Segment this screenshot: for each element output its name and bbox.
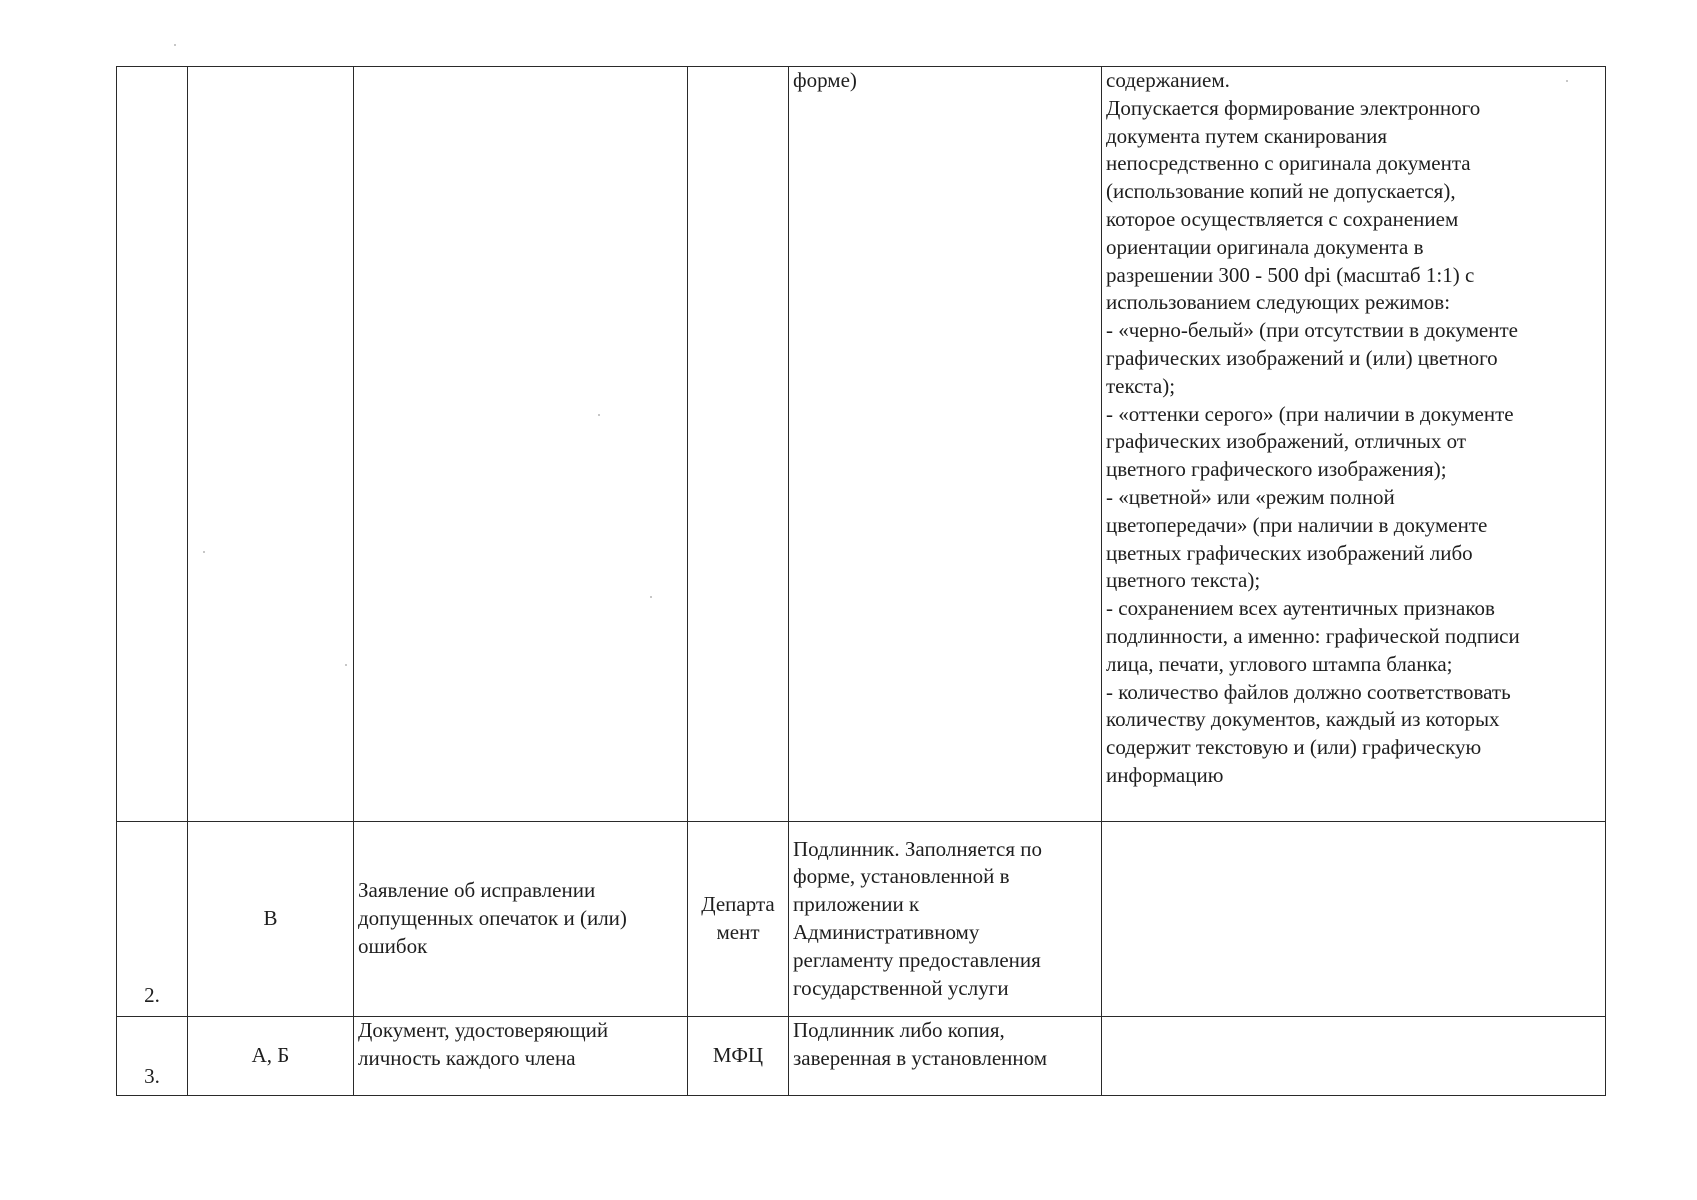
text-line: графических изображений и (или) цветного — [1106, 345, 1498, 370]
department-cell — [688, 67, 789, 822]
text-line: регламенту предоставления — [793, 947, 1041, 972]
table-row — [117, 1017, 1606, 1096]
text-line: непосредственно с оригинала документа — [1106, 151, 1471, 176]
document-name-cell — [354, 67, 688, 822]
text-line: Документ, удостоверяющий — [358, 1018, 609, 1042]
applicant-category-cell: А, Б — [188, 1017, 354, 1096]
text-line: форме, установленной в — [793, 864, 1010, 889]
text-line: - количество файлов должно соответствовать — [1106, 679, 1511, 704]
text-line: Департа — [701, 892, 775, 917]
requirements-cell — [1102, 67, 1606, 822]
text-line: - «оттенки серого» (при наличии в документе — [1106, 401, 1514, 426]
text-line: государственной услуги — [793, 975, 1009, 1000]
text-line: лица, печати, углового штампа бланка; — [1106, 651, 1453, 676]
text-line: использованием следующих режимов: — [1106, 290, 1451, 315]
text-line: текста); — [1106, 373, 1176, 398]
text-line: форме) — [793, 68, 857, 92]
table-row — [117, 822, 1606, 1017]
text-line: Подлинник либо копия, — [793, 1018, 1005, 1042]
document-name-cell — [354, 822, 688, 1017]
row-number-cell — [117, 67, 188, 822]
document-name-cell — [354, 1017, 688, 1096]
text-line: цветопередачи» (при наличии в документе — [1106, 512, 1488, 537]
text-line: информацию — [1106, 762, 1224, 787]
text-line: заверенная в установленном — [793, 1045, 1048, 1070]
text-line: цветного текста); — [1106, 568, 1261, 593]
text-line: Заявление об исправлении — [358, 878, 596, 903]
text-line: - сохранением всех аутентичных признаков — [1106, 596, 1495, 621]
text-line: (использование копий не допускается), — [1106, 179, 1456, 204]
applicant-category-cell: В — [188, 822, 354, 1017]
requirements-cell — [1102, 822, 1606, 1017]
documents-table — [116, 66, 1606, 1096]
department-cell — [688, 1017, 789, 1096]
table-row — [117, 67, 1606, 822]
document-form-cell — [789, 822, 1102, 1017]
requirements-cell — [1102, 1017, 1606, 1096]
text-line: личность каждого члена — [358, 1045, 576, 1070]
document-form-cell — [789, 67, 1102, 822]
text-line: которое осуществляется с сохранением — [1106, 206, 1459, 231]
text-line: Допускается формирование электронного — [1106, 95, 1481, 120]
text-line: Административному — [793, 920, 980, 944]
text-line: разрешении 300 - 500 dpi (масштаб 1:1) с — [1106, 262, 1475, 287]
department-cell — [688, 822, 789, 1017]
scan-speck — [174, 44, 176, 46]
text-line: МФЦ — [712, 1043, 764, 1068]
text-line: количеству документов, каждый из которых — [1106, 707, 1500, 732]
document-form-cell — [789, 1017, 1102, 1096]
text-line: подлинности, а именно: графической подписи — [1106, 623, 1520, 648]
text-line: - «цветной» или «режим полной — [1106, 484, 1395, 509]
text-line: - «черно-белый» (при отсутствии в документе — [1106, 318, 1518, 343]
text-line: цветных графических изображений либо — [1106, 540, 1473, 565]
row-number-cell: 3. — [117, 1017, 188, 1096]
text-line: содержит текстовую и (или) графическую — [1106, 735, 1482, 760]
text-line: ориентации оригинала документа в — [1106, 234, 1424, 259]
text-line: допущенных опечаток и (или) — [358, 906, 627, 931]
text-line: мент — [716, 920, 760, 944]
text-line: Подлинник. Заполняется по — [793, 836, 1043, 861]
text-line: содержанием. — [1106, 68, 1230, 92]
text-line: графических изображений, отличных от — [1106, 429, 1467, 454]
applicant-category-cell — [188, 67, 354, 822]
text-line: ошибок — [358, 933, 428, 958]
text-line: приложении к — [793, 892, 920, 917]
row-number-cell: 2. — [117, 822, 188, 1017]
text-line: цветного графического изображения); — [1106, 457, 1447, 482]
text-line: документа путем сканирования — [1106, 123, 1388, 148]
